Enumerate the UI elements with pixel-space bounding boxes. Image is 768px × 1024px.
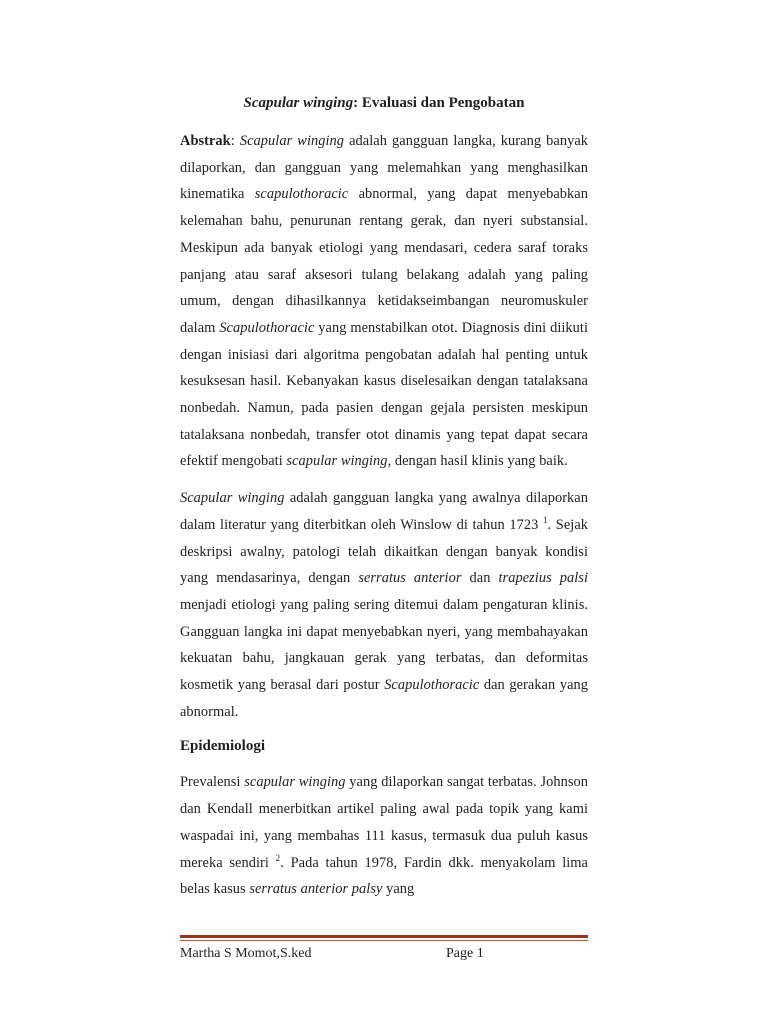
text-run: yang menstabilkan otot. Diagnosis dini diikuti dengan inisiasi dari algoritma pengobatan adalah hal penting untuk kesuksesan hasil. Kebanyakan kasus diselesaikan dengan tatalaksana nonbedah. Namun, pada pasien dengan gejala persisten meskipun tatalaksana nonbedah, transfer otot dinamis yang tepat dapat secara efektif mengobati	[180, 319, 589, 470]
text-run: dan gerakan yang abnormal.	[180, 677, 588, 720]
intro-paragraph	[180, 485, 588, 725]
italic-run: serratus anterior	[358, 570, 462, 587]
title-rest: : Evaluasi dan Pengobatan	[353, 95, 525, 111]
footer-page-number: Page 1	[446, 946, 484, 961]
section-heading-epidemiology: Epidemiologi	[180, 738, 266, 755]
epidemiology-paragraph	[180, 769, 588, 903]
text-run: Prevalensi	[180, 774, 245, 791]
italic-run: Scapulothoracic	[219, 319, 315, 336]
italic-run: Scapulothoracic	[384, 677, 480, 694]
text-run: yang	[382, 881, 415, 898]
italic-run: Scapular winging	[239, 133, 345, 149]
italic-run: trapezius palsi	[498, 570, 588, 587]
abstract-paragraph	[180, 128, 588, 475]
citation-superscript: 2	[275, 852, 281, 863]
footer-rule-thick	[180, 935, 588, 938]
document-title	[180, 92, 588, 114]
text-run: . Sejak deskripsi awalny, patologi telah dikaitkan dengan banyak kondisi yang mendasarinya, dengan	[180, 516, 588, 587]
text-run: adalah gangguan langka yang awalnya dilaporkan dalam literatur yang diterbitkan oleh Winslow di tahun 1723	[180, 490, 588, 533]
text-run: menjadi etiologi yang paling sering ditemui dalam pengaturan klinis. Gangguan langka ini dapat menyebabkan nyeri, yang membahayakan kekuatan bahu, jangkauan gerak yang terbatas, dan deformitas kosmetik yang berasal dari postur	[180, 596, 588, 694]
abstract-label: Abstrak	[180, 133, 231, 149]
italic-run: scapular winging	[286, 453, 388, 470]
italic-run: scapular winging	[244, 774, 346, 791]
footer-author: Martha S Momot,S.ked	[180, 946, 312, 961]
footer-rule	[180, 935, 588, 941]
text-run: :	[230, 133, 240, 149]
document-body	[180, 92, 588, 913]
text-run: yang dilaporkan sangat terbatas. Johnson dan Kendall menerbitkan artikel paling awal pada topik yang kami waspadai ini, yang membahas 111 kasus, termasuk dua puluh kasus mereka sendiri	[180, 774, 588, 871]
intro-text	[180, 490, 588, 720]
text-run: abnormal, yang dapat menyebabkan kelemahan bahu, penurunan rentang gerak, dan nyeri substansial. Meskipun ada banyak etiologi yang mendasari, cedera saraf toraks panjang atau saraf aksesori tulang belakang adalah yang paling umum, dengan dihasilkannya ketidakseimbangan neuromuskuler dalam	[180, 186, 588, 336]
italic-run: serratus anterior palsy	[249, 881, 383, 898]
citation-superscript: 1	[542, 515, 548, 526]
title-italic: Scapular winging	[243, 95, 354, 111]
italic-run: Scapular winging	[180, 490, 285, 507]
abstract-text	[180, 133, 588, 469]
text-run: . Pada tahun 1978, Fardin dkk. menyakolam lima belas kasus	[180, 854, 588, 898]
italic-run: scapulothoracic	[254, 186, 349, 203]
text-run: dan	[461, 570, 499, 587]
text-run: , dengan hasil klinis yang baik.	[387, 453, 568, 470]
text-run: adalah gangguan langka, kurang banyak dilaporkan, dan gangguan yang melemahkan yang menghasilkan kinematika	[180, 133, 588, 203]
epidemiology-text	[180, 774, 588, 897]
footer-rule-thin	[180, 940, 588, 941]
